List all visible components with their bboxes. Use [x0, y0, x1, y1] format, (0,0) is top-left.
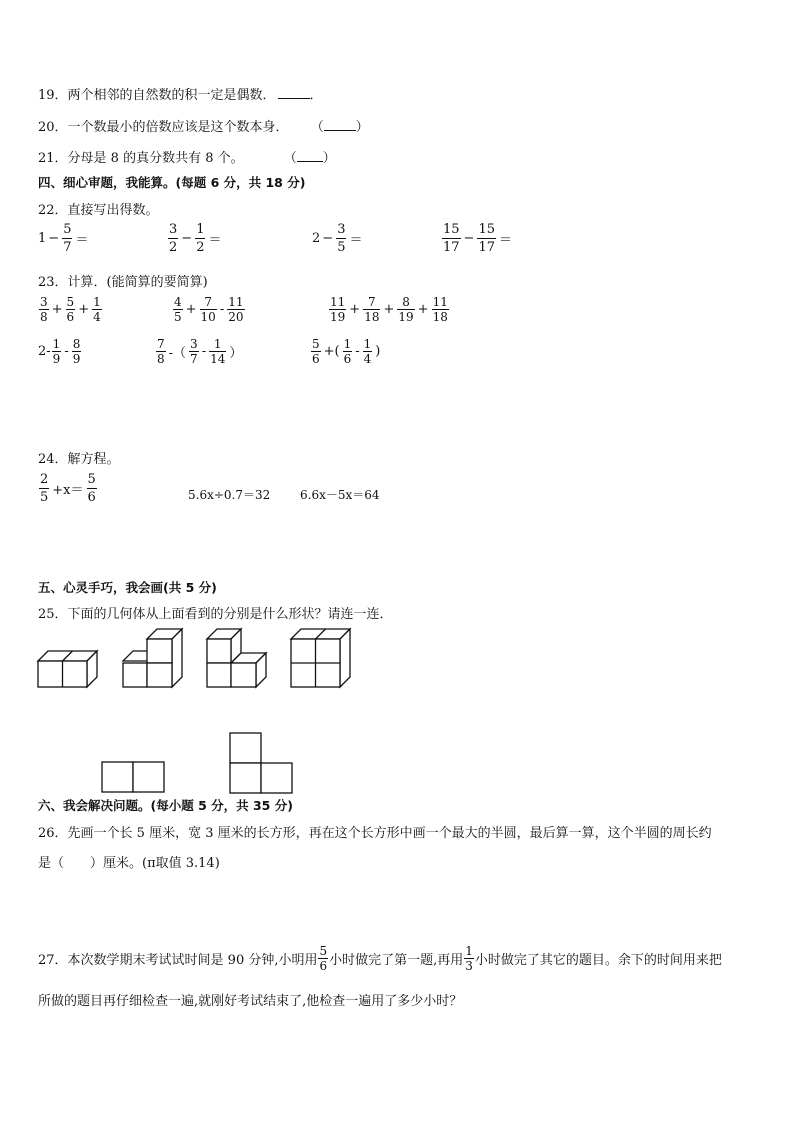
- den: 17: [478, 240, 495, 255]
- den: 18: [364, 310, 380, 324]
- den: 6: [319, 959, 328, 973]
- fraction: [464, 945, 474, 972]
- op: +: [383, 302, 395, 317]
- fraction: [189, 338, 199, 365]
- fraction: [209, 338, 226, 365]
- solid-figure-4: [289, 627, 355, 689]
- num: 8: [72, 337, 81, 351]
- op: −: [48, 231, 60, 246]
- q22-expr-4: [441, 223, 514, 254]
- q24-equation-3: 6.6x－5x＝64: [300, 488, 380, 502]
- op: -: [219, 302, 225, 317]
- int: 1: [38, 231, 47, 246]
- answer-blank[interactable]: [297, 149, 323, 162]
- fraction: [432, 296, 449, 323]
- fraction: [363, 296, 380, 323]
- paren-close: ): [375, 344, 381, 359]
- section-4-title: 四、细心审题，我能算。(每题 6 分，共 18 分): [38, 175, 306, 190]
- int: 2-: [38, 344, 51, 359]
- den: 8: [40, 310, 48, 324]
- op: +(: [323, 344, 340, 359]
- den: 5: [174, 310, 182, 324]
- num: 15: [443, 222, 460, 237]
- fraction: [227, 296, 244, 323]
- num: 7: [368, 295, 376, 309]
- den: 6: [66, 310, 75, 324]
- num: 11: [432, 295, 448, 309]
- op: +x＝: [52, 483, 84, 498]
- num: 1: [93, 295, 101, 309]
- question-27-line2: 所做的题目再仔细检查一遍,就刚好考试结束了,他检查一遍用了多少小时？: [38, 994, 463, 1009]
- den: 6: [87, 490, 96, 505]
- den: 5: [337, 240, 346, 255]
- den: 8: [157, 352, 165, 366]
- fraction: [39, 296, 49, 323]
- int: 2: [312, 231, 321, 246]
- paren-open: （: [310, 120, 324, 135]
- den: 10: [200, 310, 216, 324]
- den: 19: [398, 310, 414, 324]
- q23-expr-4: [38, 338, 82, 365]
- num: 3: [169, 222, 178, 237]
- section-6-title: 六、我会解决问题。(每小题 5 分，共 35 分): [38, 798, 293, 813]
- den: 4: [363, 352, 372, 366]
- den: 7: [63, 240, 72, 255]
- den: 5: [40, 490, 49, 505]
- question-27-line1: [38, 945, 722, 972]
- fraction: [168, 223, 178, 254]
- num: 7: [204, 295, 212, 309]
- fraction: [311, 338, 321, 365]
- fraction: [442, 223, 461, 254]
- den: 9: [72, 352, 81, 366]
- den: 14: [210, 352, 226, 366]
- den: 18: [432, 310, 448, 324]
- den: 6: [312, 352, 320, 366]
- den: 20: [228, 310, 244, 324]
- op: +: [349, 302, 361, 317]
- op: -: [64, 344, 69, 359]
- den: 7: [190, 352, 198, 366]
- num: 1: [196, 222, 205, 237]
- q24-equation-2: 5.6x÷0.7＝32: [188, 488, 271, 502]
- answer-blank[interactable]: [278, 86, 310, 99]
- op: −: [322, 231, 334, 246]
- op: −: [463, 231, 475, 246]
- section-5-title: 五、心灵手巧，我会画(共 5 分): [38, 580, 217, 595]
- num: 11: [228, 295, 244, 309]
- num: 5: [66, 295, 75, 309]
- question-25-title: 25．下面的几何体从上面看到的分别是什么形状？请连一连．: [38, 607, 393, 622]
- q27-text-b: 小时做完了第一题,再用: [329, 953, 464, 968]
- q21-text: 21．分母是 8 的真分数共有 8 个。: [38, 151, 244, 166]
- num: 3: [40, 295, 48, 309]
- op: -（: [168, 346, 187, 361]
- q20-text: 20．一个数最小的倍数应该是这个数本身．: [38, 120, 289, 135]
- op: +: [51, 302, 63, 317]
- q22-expr-3: [312, 223, 364, 254]
- paren-close: ）: [229, 346, 243, 361]
- op: -: [201, 344, 207, 359]
- fraction: [173, 296, 183, 323]
- q23-expr-2: [172, 296, 246, 323]
- question-26-line2: 是（ ）厘米。(π取值 3.14): [38, 856, 220, 871]
- num: 11: [330, 295, 346, 309]
- fraction: [477, 223, 496, 254]
- fraction: [87, 473, 97, 504]
- num: 1: [343, 337, 352, 351]
- equals: ＝: [75, 233, 89, 248]
- op: -: [355, 344, 360, 359]
- fraction: [336, 223, 346, 254]
- fraction: [92, 296, 102, 323]
- den: 19: [330, 310, 346, 324]
- den: 4: [93, 310, 101, 324]
- num: 3: [337, 222, 346, 237]
- op: +: [417, 302, 429, 317]
- fraction: [52, 338, 62, 365]
- den: 9: [52, 352, 61, 366]
- top-view-l-shape[interactable]: [228, 731, 294, 795]
- paren-open: （: [283, 151, 297, 166]
- equals: ＝: [499, 233, 513, 248]
- fraction: [343, 338, 353, 365]
- fraction: [318, 945, 328, 972]
- q23-expr-5: [155, 338, 244, 365]
- num: 5: [312, 337, 320, 351]
- op: +: [78, 302, 90, 317]
- num: 3: [190, 337, 198, 351]
- num: 2: [40, 472, 49, 487]
- num: 1: [465, 944, 473, 958]
- den: 6: [343, 352, 352, 366]
- fraction: [397, 296, 414, 323]
- equals: ＝: [208, 233, 222, 248]
- fraction: [72, 338, 82, 365]
- num: 5: [87, 472, 96, 487]
- num: 4: [174, 295, 182, 309]
- num: 7: [157, 337, 165, 351]
- paren-close: ）: [322, 151, 336, 166]
- question-22-title: 22．直接写出得数。: [38, 203, 159, 218]
- den: 3: [465, 959, 473, 973]
- q24-equation-1: [38, 473, 98, 504]
- num: 5: [319, 944, 328, 958]
- question-23-title: 23．计算．(能简算的要简算): [38, 275, 208, 290]
- q23-expr-6: [310, 338, 382, 365]
- top-view-two-squares[interactable]: [100, 760, 166, 794]
- question-20: [38, 116, 369, 135]
- fraction: [156, 338, 166, 365]
- solid-figure-1: [36, 645, 102, 689]
- answer-blank[interactable]: [324, 118, 356, 131]
- q27-text-c: 小时做完了其它的题目。余下的时间用来把: [474, 953, 722, 968]
- fraction: [62, 223, 72, 254]
- question-24-title: 24．解方程。: [38, 452, 120, 467]
- question-19: [38, 84, 323, 103]
- op: +: [185, 302, 197, 317]
- num: 8: [402, 295, 410, 309]
- fraction: [195, 223, 205, 254]
- fraction: [200, 296, 217, 323]
- q19-suffix: ．: [309, 88, 323, 103]
- op: −: [181, 231, 193, 246]
- q19-text: 19．两个相邻的自然数的积一定是偶数．: [38, 88, 276, 103]
- q23-expr-3: [328, 296, 450, 323]
- q22-expr-1: [38, 223, 90, 254]
- num: 5: [63, 222, 72, 237]
- q27-text-a: 27．本次数学期末考试试时间是 90 分钟,小明用: [38, 953, 318, 968]
- den: 2: [169, 240, 178, 255]
- solid-figure-2: [121, 627, 187, 689]
- num: 1: [52, 337, 61, 351]
- equals: ＝: [349, 233, 363, 248]
- fraction: [39, 473, 49, 504]
- question-26-line1: 26．先画一个长 5 厘米，宽 3 厘米的长方形，再在这个长方形中画一个最大的半圆，最后算一算，这个半圆的周长约: [38, 826, 712, 841]
- num: 1: [213, 337, 222, 351]
- fraction: [66, 296, 76, 323]
- fraction: [329, 296, 346, 323]
- question-21: [38, 147, 336, 166]
- q22-expr-2: [167, 223, 223, 254]
- num: 15: [478, 222, 495, 237]
- q23-expr-1: [38, 296, 103, 323]
- paren-close: ）: [355, 120, 369, 135]
- solid-figure-3: [205, 627, 271, 689]
- den: 2: [196, 240, 205, 255]
- num: 1: [363, 337, 372, 351]
- fraction: [363, 338, 373, 365]
- den: 17: [443, 240, 460, 255]
